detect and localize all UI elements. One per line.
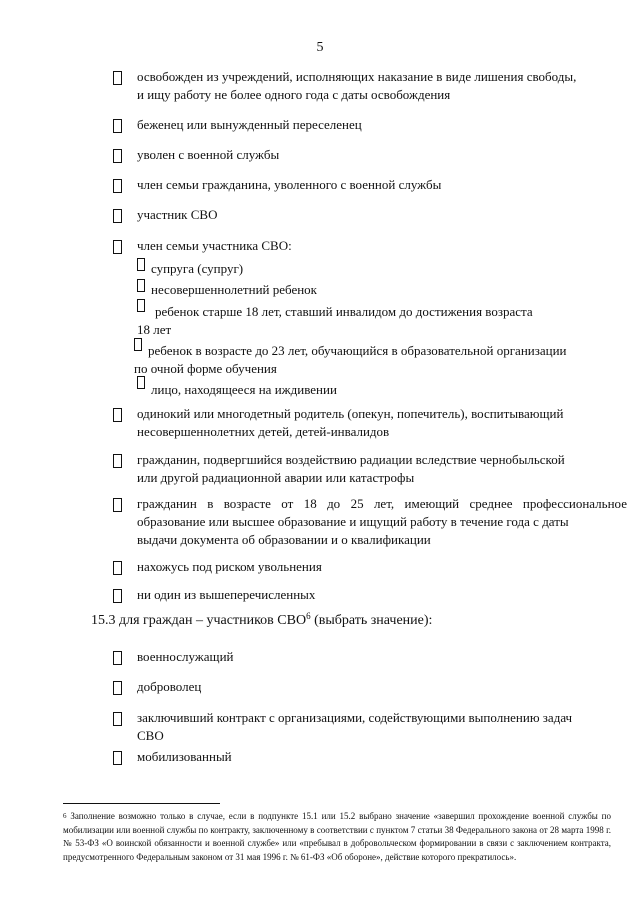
option-text: заключивший контракт с организациями, содействующими выполнению задач <box>137 710 573 725</box>
option-text: гражданин, подвергшийся воздействию радиации вследствие чернобыльской <box>137 452 565 467</box>
option-text: или другой радиационной аварии или катастрофы <box>137 470 415 485</box>
option-text: 18 лет <box>137 322 172 337</box>
footnote-number: 6 <box>63 812 67 820</box>
checkbox[interactable] <box>113 179 122 193</box>
checkbox[interactable] <box>137 376 145 389</box>
checkbox[interactable] <box>113 149 122 163</box>
option-text: образование или высшее образование и ищущий работу в течение года с даты <box>137 514 569 529</box>
option-text: СВО <box>137 728 164 743</box>
checkbox[interactable] <box>113 119 122 133</box>
checkbox[interactable] <box>113 498 122 512</box>
option-text: член семьи участника СВО: <box>137 238 292 253</box>
option-text: нахожусь под риском увольнения <box>137 559 322 574</box>
footnote-separator <box>63 803 220 804</box>
option-text: несовершеннолетний ребенок <box>151 282 317 297</box>
option-text: супруга (супруг) <box>151 261 244 276</box>
option-text: уволен с военной службы <box>137 147 280 162</box>
checkbox[interactable] <box>113 71 122 85</box>
option-text: военнослужащий <box>137 649 234 664</box>
option-text: одинокий или многодетный родитель (опекун, попечитель), воспитывающий <box>137 406 564 421</box>
option-text: лицо, находящееся на иждивении <box>151 382 337 397</box>
checkbox[interactable] <box>113 651 122 665</box>
option-text: освобожден из учреждений, исполняющих наказание в виде лишения свободы, <box>137 69 577 84</box>
section-suffix: (выбрать значение): <box>310 613 433 628</box>
section-title: 15.3 для граждан – участников СВО <box>91 613 307 628</box>
checkbox[interactable] <box>113 240 122 254</box>
option-text: ни один из вышеперечисленных <box>137 587 316 602</box>
option-text: выдачи документа об образовании и о квалификации <box>137 532 431 547</box>
checkbox[interactable] <box>137 258 145 271</box>
footnote-text: Заполнение возможно только в случае, если в подпункте 15.1 или 15.2 выбрано значение «завершил прохождение военной службы по мобилизации или военной службы по контракту, заключенному в соответствии с пунктом 7 статьи 38 Федерального закона от 28 марта 1998 г. № 53-ФЗ «О воинской обязанности и военной службе» или «пребывал в добровольческом формировании в связи с заключением контракта, предусмотренного Федеральным законом от 31 мая 1996 г. № 61-ФЗ «Об обороне», действие которого прекратилось». <box>63 811 611 862</box>
option-text: несовершеннолетних детей, детей-инвалидов <box>137 424 390 439</box>
checkbox[interactable] <box>113 751 122 765</box>
option-text: доброволец <box>137 679 202 694</box>
checkbox[interactable] <box>137 279 145 292</box>
footnote <box>63 810 611 864</box>
footnote-mark: 6 <box>306 611 311 621</box>
option-text: и ищу работу не более одного года с даты освобождения <box>137 87 451 102</box>
checkbox[interactable] <box>113 209 122 223</box>
option-text: гражданин в возрасте от 18 до 25 лет, имеющий среднее профессиональное <box>137 496 627 511</box>
option-text: мобилизованный <box>137 749 232 764</box>
section-15-3-heading <box>91 613 432 629</box>
checkbox[interactable] <box>113 408 122 422</box>
option-text: ребенок старше 18 лет, ставший инвалидом до достижения возраста <box>155 304 533 319</box>
option-text: ребенок в возрасте до 23 лет, обучающийся в образовательной организации <box>148 343 567 358</box>
option-text: участник СВО <box>137 207 218 222</box>
checkbox[interactable] <box>113 454 122 468</box>
option-text: беженец или вынужденный переселенец <box>137 117 362 132</box>
checkbox[interactable] <box>113 712 122 726</box>
checkbox[interactable] <box>113 589 122 603</box>
checkbox[interactable] <box>113 561 122 575</box>
checkbox[interactable] <box>113 681 122 695</box>
option-text: по очной форме обучения <box>134 361 277 376</box>
page-number: 5 <box>316 40 324 55</box>
option-text: член семьи гражданина, уволенного с военной службы <box>137 177 442 192</box>
